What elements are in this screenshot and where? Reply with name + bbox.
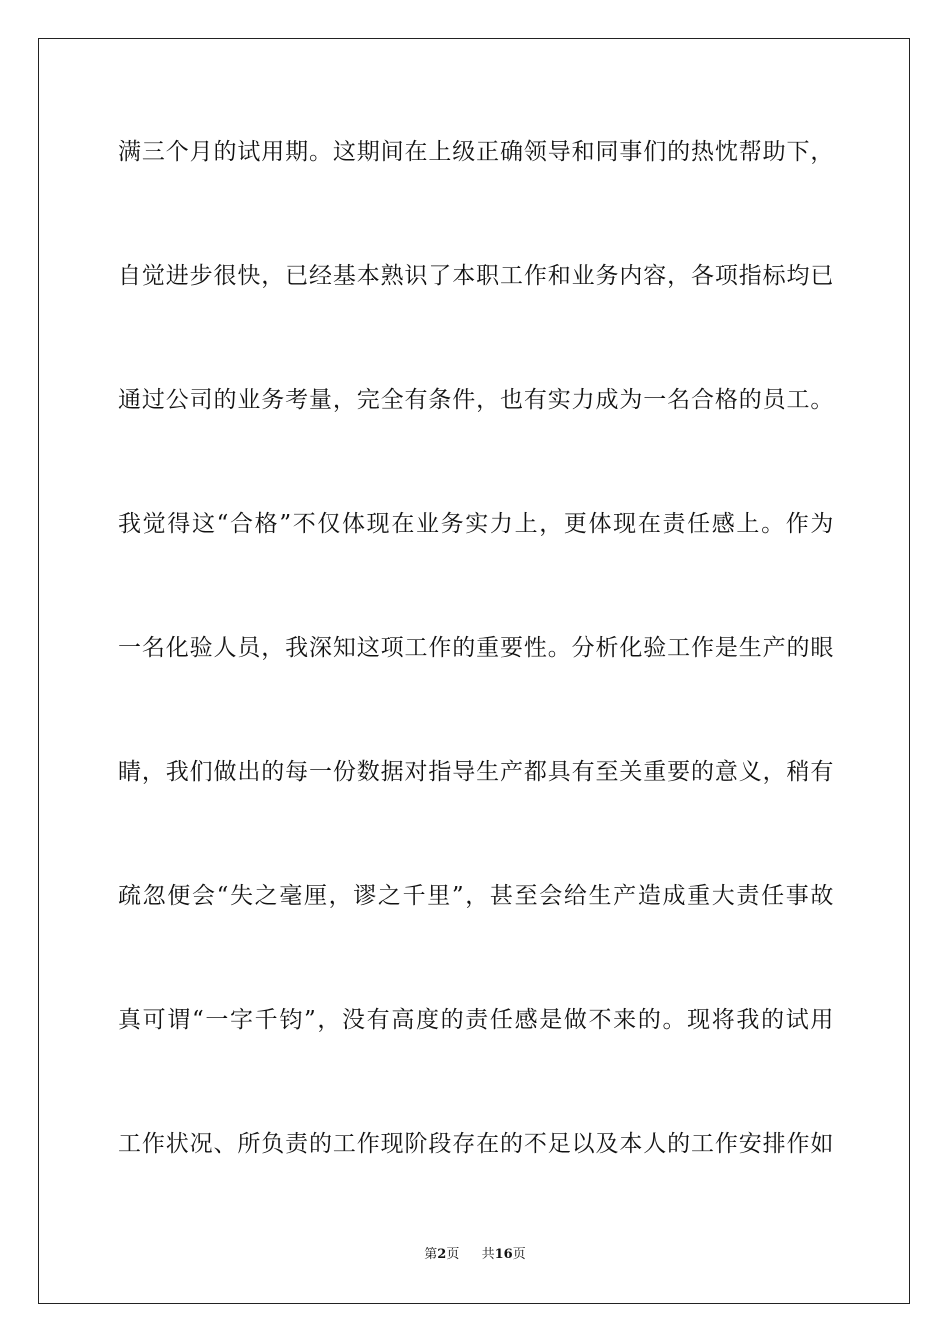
total-pages-label [482, 1246, 526, 1264]
body-text-line-1: 满三个月的试用期。这期间在上级正确领导和同事们的热忱帮助下， [118, 139, 834, 165]
page-footer [0, 1246, 950, 1264]
page-prefix: 第 [424, 1247, 438, 1262]
body-text-line-4: 我觉得这“合格”不仅体现在业务实力上，更体现在责任感上。作为 [118, 511, 834, 537]
body-text-line-6: 睛，我们做出的每一份数据对指导生产都具有至关重要的意义，稍有 [118, 759, 834, 785]
body-text-line-7: 疏忽便会“失之毫厘，谬之千里”，甚至会给生产造成重大责任事故 [118, 883, 834, 909]
body-text-line-5: 一名化验人员，我深知这项工作的重要性。分析化验工作是生产的眼 [118, 635, 834, 661]
total-prefix: 共 [481, 1247, 495, 1262]
page-border [38, 38, 910, 1304]
body-text-line-2: 自觉进步很快，已经基本熟识了本职工作和业务内容，各项指标均已 [118, 263, 834, 289]
page-suffix: 页 [446, 1247, 460, 1262]
body-text-line-8: 真可谓“一字千钧”，没有高度的责任感是做不来的。现将我的试用 [118, 1007, 834, 1033]
page-number: 2 [437, 1247, 447, 1262]
total-pages: 16 [494, 1247, 513, 1262]
body-text-line-3: 通过公司的业务考量，完全有条件，也有实力成为一名合格的员工。 [118, 387, 834, 413]
page-number-label [424, 1246, 459, 1264]
body-text-line-9: 工作状况、所负责的工作现阶段存在的不足以及本人的工作安排作如 [118, 1131, 834, 1157]
total-suffix: 页 [512, 1247, 526, 1262]
